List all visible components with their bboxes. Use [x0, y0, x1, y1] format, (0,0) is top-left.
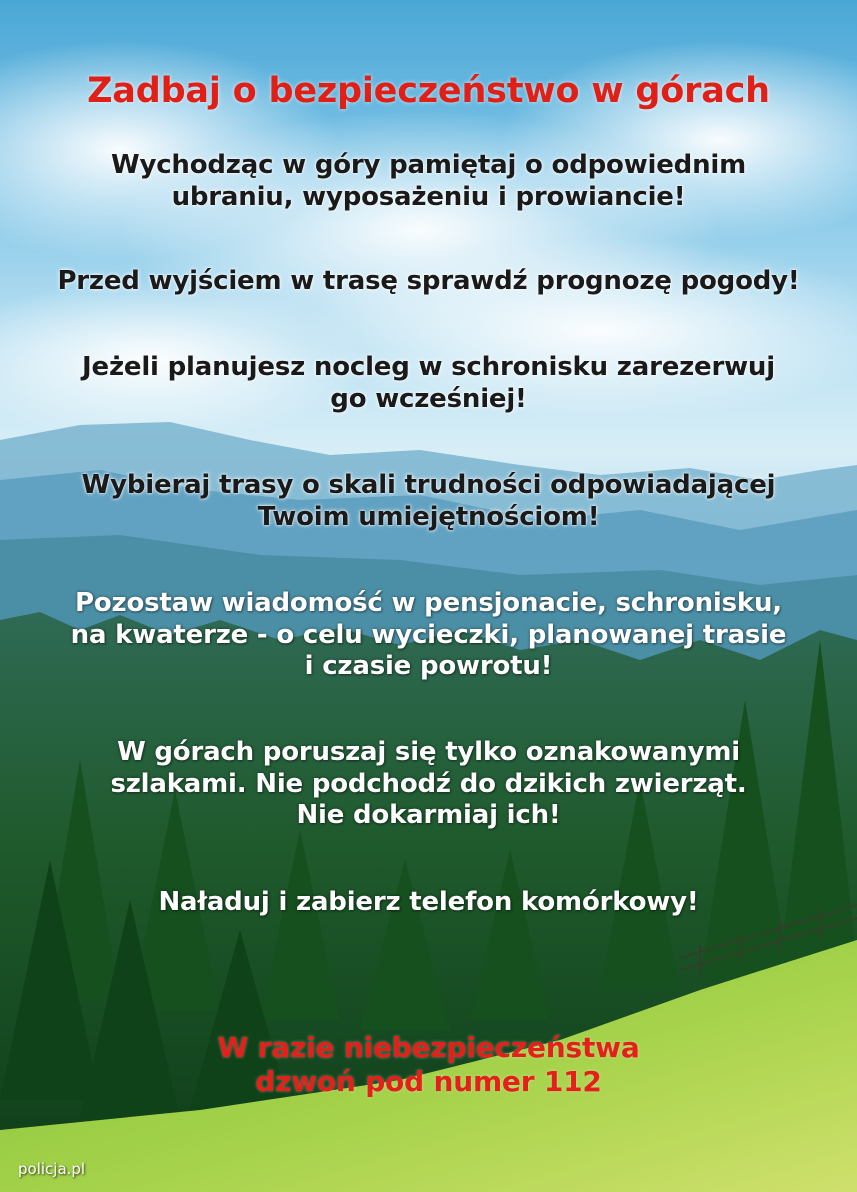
- tip-marked-trails: [0, 737, 857, 832]
- emergency-line: W razie niebezpieczeństwa: [217, 1031, 640, 1064]
- emergency-number: [0, 1031, 857, 1099]
- tip-line: na kwaterze - o celu wycieczki, planowanej trasie: [70, 619, 787, 650]
- tip-phone: [0, 887, 857, 919]
- source-watermark: policja.pl: [18, 1160, 86, 1178]
- tip-line: Przed wyjściem w trasę sprawdź prognozę pogody!: [57, 266, 800, 296]
- tip-leave-message: [0, 588, 857, 683]
- tip-line: szlakami. Nie podchodź do dzikich zwierząt.: [110, 768, 747, 799]
- tip-line: Pozostaw wiadomość w pensjonacie, schronisku,: [75, 588, 782, 618]
- tip-line: i czasie powrotu!: [304, 651, 553, 682]
- tip-clothing: [0, 150, 857, 213]
- tip-weather: [0, 266, 857, 298]
- tip-line: Jeżeli planujesz nocleg w schronisku zarezerwuj: [82, 352, 775, 382]
- tip-line: Wybieraj trasy o skali trudności odpowiadającej: [81, 470, 776, 500]
- tip-line: Wychodząc w góry pamiętaj o odpowiednim: [110, 150, 746, 180]
- emergency-line: dzwoń pod numer 112: [255, 1065, 602, 1099]
- tip-line: Nie dokarmiaj ich!: [296, 800, 561, 831]
- tip-line: go wcześniej!: [330, 383, 527, 414]
- tip-line: Naładuj i zabierz telefon komórkowy!: [158, 887, 699, 917]
- tip-line: ubraniu, wyposażeniu i prowiancie!: [171, 181, 686, 212]
- tip-difficulty: [0, 470, 857, 533]
- poster-title: Zadbaj o bezpieczeństwo w górach: [87, 71, 770, 111]
- tip-line: Twoim umiejętnościom!: [257, 501, 600, 532]
- tip-shelter: [0, 352, 857, 415]
- tip-line: W górach poruszaj się tylko oznakowanymi: [117, 737, 740, 767]
